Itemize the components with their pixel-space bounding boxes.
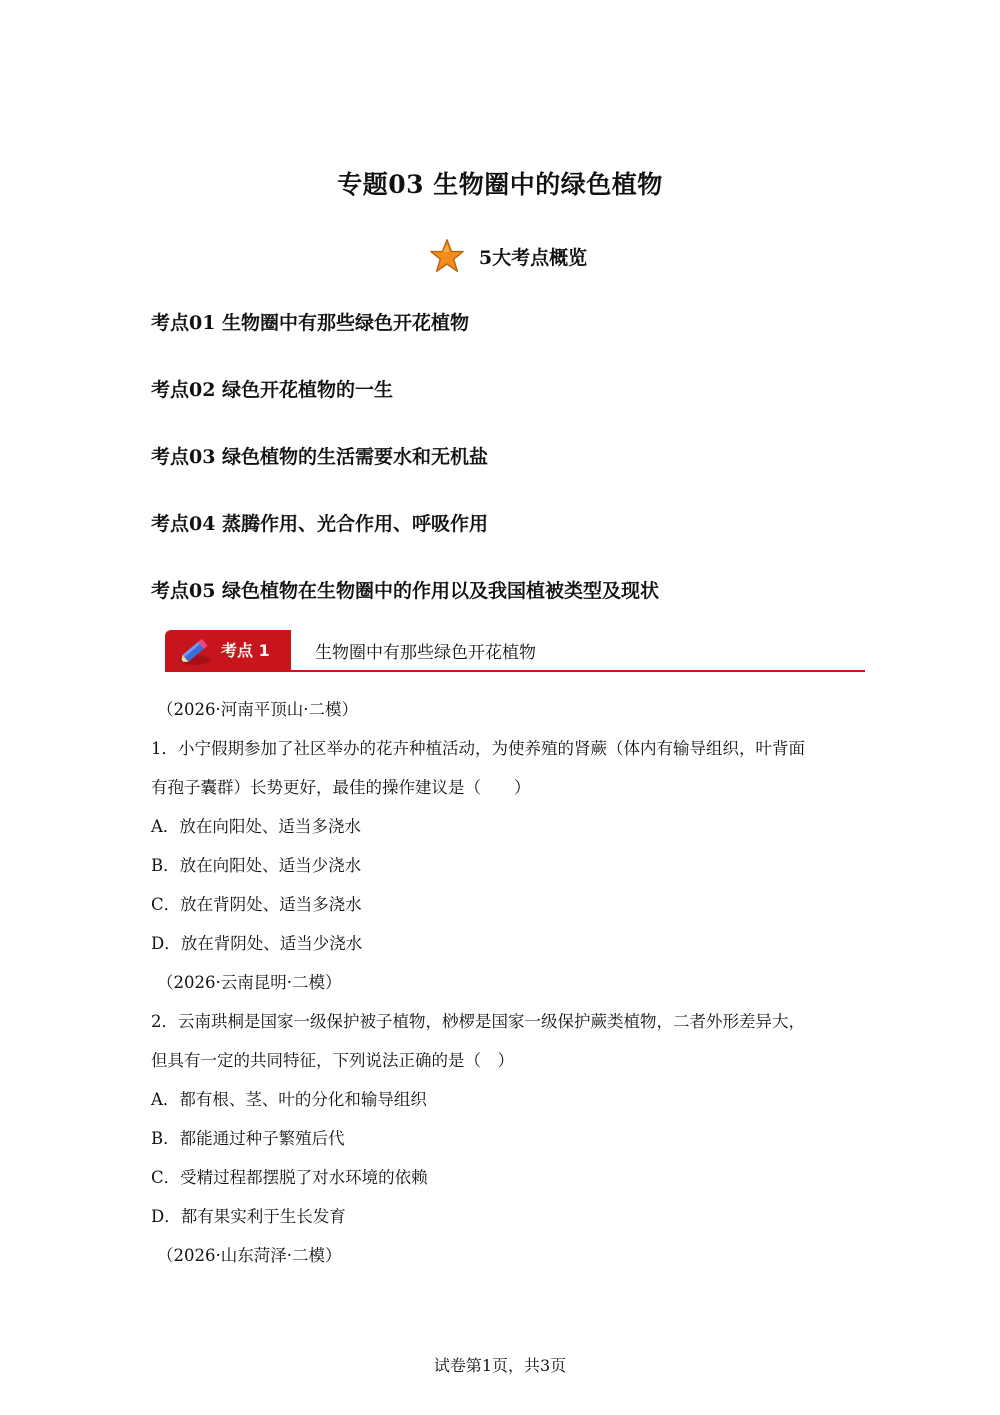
kaodian-item-02: 考点02 绿色开花植物的一生 xyxy=(151,379,394,401)
section-divider xyxy=(165,670,865,672)
question-option: B．放在向阳处、适当少浇水 xyxy=(151,856,362,875)
section-heading: 生物圈中有那些绿色开花植物 xyxy=(315,643,536,663)
kaodian-item-03: 考点03 绿色植物的生活需要水和无机盐 xyxy=(151,446,489,468)
document-title: 专题03 生物圈中的绿色植物 xyxy=(337,170,663,199)
question-option: B．都能通过种子繁殖后代 xyxy=(151,1129,345,1148)
question-option: C．放在背阴处、适当多浇水 xyxy=(151,895,362,914)
question-option: C．受精过程都摆脱了对水环境的依赖 xyxy=(151,1168,428,1187)
pencil-icon xyxy=(177,634,213,668)
question-option: A．都有根、茎、叶的分化和输导组织 xyxy=(151,1090,427,1109)
question-stem: 有孢子囊群）长势更好，最佳的操作建议是（ ） xyxy=(151,778,531,797)
section-header xyxy=(165,630,865,672)
kaodian-list xyxy=(151,306,871,641)
question-stem: 1．小宁假期参加了社区举办的花卉种植活动，为使养殖的肾蕨（体内有输导组织，叶背面 xyxy=(151,739,805,758)
question-option: A．放在向阳处、适当多浇水 xyxy=(151,817,361,836)
question-list xyxy=(151,690,861,1275)
kaodian-item-04: 考点04 蒸腾作用、光合作用、呼吸作用 xyxy=(151,513,489,535)
question-stem: 2．云南珙桐是国家一级保护被子植物，桫椤是国家一级保护蕨类植物，二者外形差异大， xyxy=(151,1012,805,1031)
question-stem: 但具有一定的共同特征，下列说法正确的是（ ） xyxy=(151,1051,514,1070)
overview-header xyxy=(0,238,1000,274)
section-tag xyxy=(165,630,291,670)
question-option: D．都有果实利于生长发育 xyxy=(151,1207,346,1226)
star-icon xyxy=(429,238,465,274)
question-source: （2026·云南昆明·二模） xyxy=(157,973,342,992)
kaodian-item-05: 考点05 绿色植物在生物圈中的作用以及我国植被类型及现状 xyxy=(151,580,660,602)
kaodian-item-01: 考点01 生物圈中有那些绿色开花植物 xyxy=(151,312,470,334)
question-option: D．放在背阴处、适当少浇水 xyxy=(151,934,363,953)
section-tag-label: 考点 1 xyxy=(221,641,270,660)
question-source: （2026·河南平顶山·二模） xyxy=(157,700,358,719)
overview-label: 5大考点概览 xyxy=(478,246,588,269)
page-footer: 试卷第1页，共3页 xyxy=(433,1356,567,1375)
question-source: （2026·山东菏泽·二模） xyxy=(157,1246,342,1265)
